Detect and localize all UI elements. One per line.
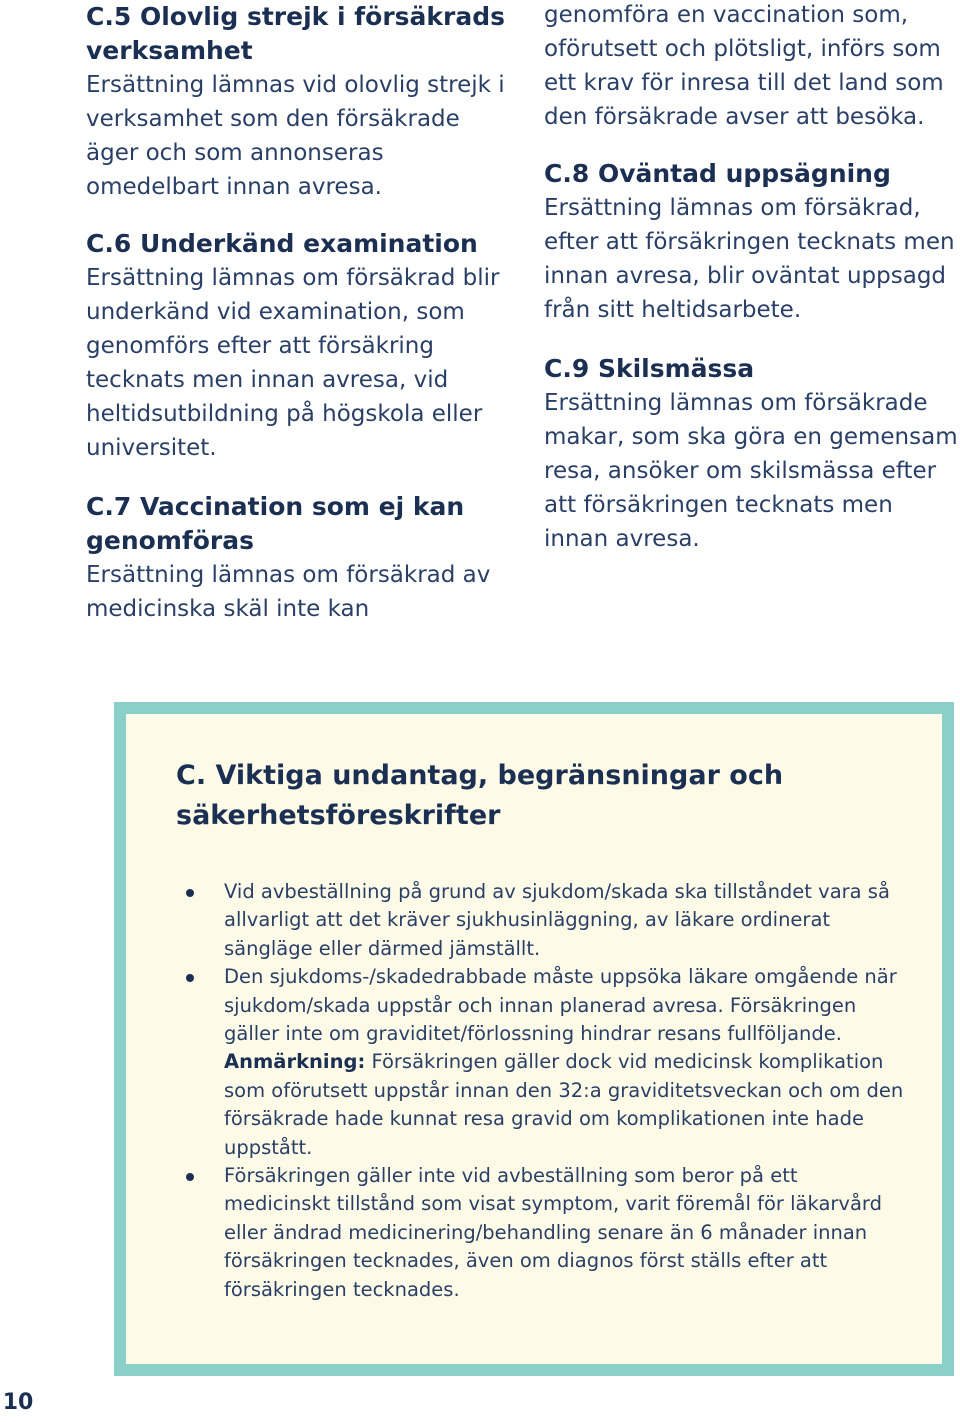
bullet-icon <box>186 974 194 982</box>
section-body: Ersättning lämnas vid olovlig strejk i verksamhet som den försäkrade äger och som annonseras omedelbart innan avresa. <box>86 72 505 200</box>
list-item <box>176 963 906 1162</box>
section-c7-continued <box>544 0 958 134</box>
section-title: C.6 Underkänd examination <box>86 229 478 258</box>
section-title: C.5 Olovlig strejk i försäkrads verksamhet <box>86 2 505 65</box>
bullet-icon <box>186 1173 194 1181</box>
section-title: C.8 Oväntad uppsägning <box>544 159 891 188</box>
section-body: Ersättning lämnas om försäkrad, efter att försäkringen tecknats men innan avresa, blir oväntat uppsagd från sitt heltidsarbete. <box>544 195 955 323</box>
note-text: Försäkringen gäller dock vid medicinsk komplikation som oförutsett uppstår innan den 32:a graviditetsveckan och om den försäkrade hade kunnat resa gravid om komplikationen inte hade uppstått. <box>224 1050 904 1159</box>
page-number: 10 <box>2 1390 34 1415</box>
section-body: Ersättning lämnas om försäkrade makar, som ska göra en gemensam resa, ansöker om skilsmässa efter att försäkringen tecknats men innan avresa. <box>544 390 958 552</box>
exceptions-list <box>176 878 906 1304</box>
section-body: Ersättning lämnas om försäkrad blir underkänd vid examination, som genomförs efter att försäkring tecknats men innan avresa, vid heltidsutbildning på högskola eller universitet. <box>86 265 500 461</box>
bullet-icon <box>186 889 194 897</box>
list-item-text: Försäkringen gäller inte vid avbeställning som beror på ett medicinskt tillstånd som visat symptom, varit föremål för läkarvård eller ändrad medicinering/behandling senare än 6 månader innan försäkringen tecknades, även om diagnos först ställs efter att försäkringen tecknades. <box>224 1164 882 1301</box>
section-c8 <box>544 157 958 327</box>
note-label: Anmärkning: <box>224 1050 366 1074</box>
section-title: C.9 Skilsmässa <box>544 354 755 383</box>
list-item <box>176 878 906 963</box>
section-c6 <box>86 227 506 465</box>
section-c7 <box>86 490 506 626</box>
section-c5 <box>86 0 506 204</box>
section-body: Ersättning lämnas om försäkrad av medicinska skäl inte kan <box>86 562 491 622</box>
list-item-text: Vid avbeställning på grund av sjukdom/skada ska tillståndet vara så allvarligt att det kräver sjukhusinläggning, av läkare ordinerat sängläge eller därmed jämställt. <box>224 880 890 960</box>
exceptions-box <box>114 702 954 1376</box>
list-item <box>176 1162 906 1304</box>
section-c9 <box>544 352 958 556</box>
list-item-text: Den sjukdoms-/skadedrabbade måste uppsöka läkare omgående när sjukdom/skada uppstår och innan planerad avresa. Försäkringen gäller inte om graviditet/förlossning hindrar resans fullföljande. <box>224 965 897 1046</box>
section-title: C.7 Vaccination som ej kan genomföras <box>86 492 465 555</box>
section-body: genomföra en vaccination som, oförutsett och plötsligt, införs som ett krav för inresa till det land som den försäkrade avser att besöka. <box>544 2 944 130</box>
box-title: C. Viktiga undantag, begränsningar och säkerhetsföreskrifter <box>176 760 784 831</box>
